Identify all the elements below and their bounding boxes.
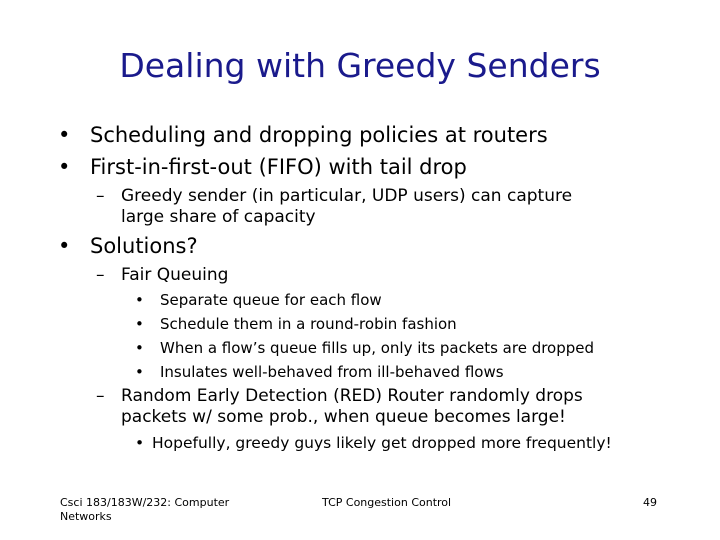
sub-greedy-sender-line1: Greedy sender (in particular, UDP users) can capture	[121, 186, 573, 206]
fq-item: Schedule them in a round-robin fashion	[160, 315, 457, 333]
slide-title: Dealing with Greedy Senders	[119, 46, 601, 85]
footer-course-line2: Networks	[60, 510, 112, 523]
footer-course-line1: Csci 183/183W/232: Computer	[60, 496, 230, 509]
footer-course	[60, 496, 229, 524]
footer-topic: TCP Congestion Control	[322, 496, 452, 509]
bullet-marker: •	[58, 155, 71, 179]
footer-page-number: 49	[643, 496, 657, 509]
sub-red-line1: Random Early Detection (RED) Router randomly drops	[121, 386, 583, 406]
bullet-marker: •	[58, 123, 71, 147]
bullet-marker: •	[135, 315, 144, 333]
sub-greedy-sender-line2: large share of capacity	[121, 207, 316, 227]
bullet-marker: •	[135, 291, 144, 309]
sub-red-line2: packets w/ some prob., when queue becomes large!	[121, 407, 566, 427]
dash-marker: –	[96, 186, 105, 206]
bullet-marker: •	[58, 234, 71, 258]
bullet-marker: •	[135, 434, 145, 452]
bullet-scheduling: Scheduling and dropping policies at routers	[90, 123, 548, 147]
bullet-solutions: Solutions?	[90, 234, 198, 258]
dash-marker: –	[96, 386, 105, 406]
fq-item: Insulates well-behaved from ill-behaved flows	[160, 363, 504, 381]
red-item: Hopefully, greedy guys likely get dropped more frequently!	[152, 434, 612, 452]
dash-marker: –	[96, 265, 105, 285]
sub-fair-queuing: Fair Queuing	[121, 265, 229, 285]
bullet-marker: •	[135, 363, 144, 381]
fq-item: When a flow’s queue fills up, only its packets are dropped	[160, 339, 595, 357]
bullet-marker: •	[135, 339, 144, 357]
fq-item: Separate queue for each flow	[160, 291, 382, 309]
bullet-fifo: First-in-first-out (FIFO) with tail drop	[90, 155, 467, 179]
